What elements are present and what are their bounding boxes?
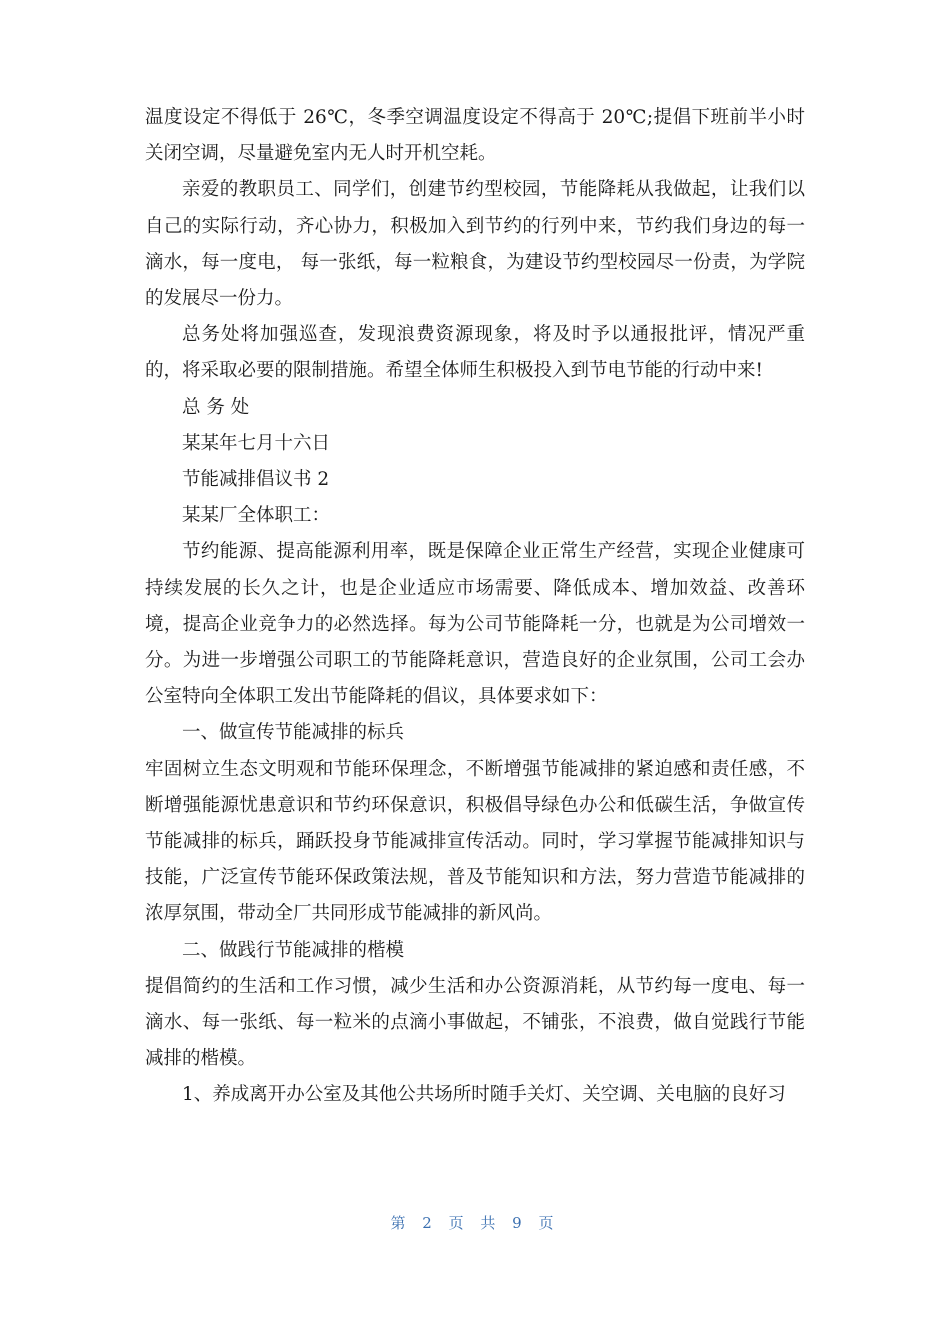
document-body [145,100,805,1114]
paragraph-heading-one-body: 牢固树立生态文明观和节能环保理念，不断增强节能减排的紧迫感和责任感，不断增强能源忧患意识和节约环保意识，积极倡导绿色办公和低碳生活，争做宣传节能减排的标兵，踊跃投身节能减排宣传活动。同时，学习掌握节能减排知识与技能，广泛宣传节能环保政策法规，普及节能知识和方法，努力营造节能减排的浓厚氛围，带动全厂共同形成节能减排的新风尚。 [145,758,805,925]
list-item-1: 1、养成离开办公室及其他公共场所时随手关灯、关空调、关电脑的良好习 [182,1084,786,1106]
paragraph-2: 亲爱的教职员工、同学们，创建节约型校园，节能降耗从我做起，让我们以自己的实际行动，齐心协力，积极加入到节约的行列中来，节约我们身边的每一滴水，每一度电， 每一张纸，每一粒粮食，为建设节约型校园尽一份责，为学院的发展尽一份力。 [145,179,805,310]
paragraph-3: 总务处将加强巡查，发现浪费资源现象，将及时予以通报批评，情况严重的，将采取必要的限制措施。希望全体师生积极投入到节电节能的行动中来! [145,324,805,382]
salutation: 某某厂全体职工： [182,505,331,527]
page-number-footer: 第 2 页 共 9 页 [390,1214,560,1232]
signature-date: 某某年七月十六日 [182,432,331,454]
section-title: 节能减排倡议书 2 [182,469,330,491]
signature-department: 总 务 处 [182,396,250,418]
heading-two: 二、做践行节能减排的楷模 [182,939,405,961]
paragraph-intro: 节约能源、提高能源利用率，既是保障企业正常生产经营，实现企业健康可持续发展的长久之计，也是企业适应市场需要、降低成本、增加效益、改善环境，提高企业竞争力的必然选择。每为公司节能降耗一分，也就是为公司增效一分。为进一步增强公司职工的节能降耗意识，营造良好的企业氛围，公司工会办公室特向全体职工发出节能降耗的倡议，具体要求如下： [145,541,805,708]
paragraph-heading-two-body: 提倡简约的生活和工作习惯，减少生活和办公资源消耗，从节约每一度电、每一滴水、每一张纸、每一粒米的点滴小事做起，不铺张，不浪费，做自觉践行节能减排的楷模。 [145,975,805,1070]
paragraph-1: 温度设定不得低于 26℃，冬季空调温度设定不得高于 20℃;提倡下班前半小时关闭空调，尽量避免室内无人时开机空耗。 [145,107,805,165]
heading-one: 一、做宣传节能减排的标兵 [182,722,405,744]
